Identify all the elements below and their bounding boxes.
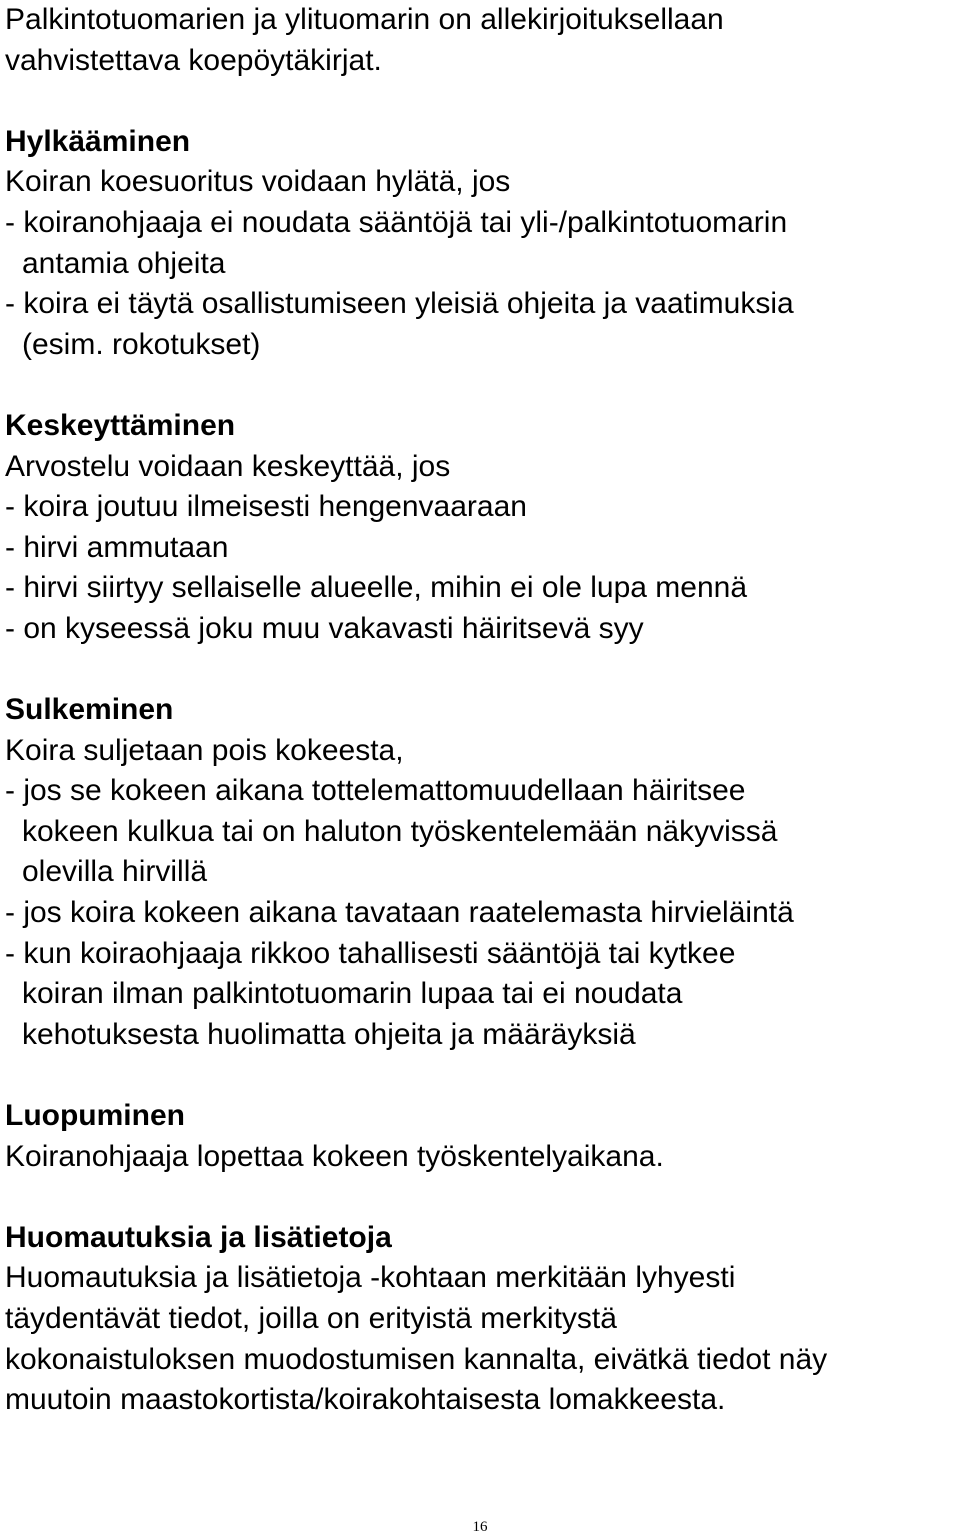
section-heading-luopuminen: Luopuminen [5,1099,185,1133]
sulkeminen-item-1-continued: olevilla hirvillä [22,855,208,889]
hylkaaminen-item-1-continued: antamia ohjeita [22,246,226,280]
section-gap [5,81,955,122]
sulkeminen-item-3: - kun koiraohjaaja rikkoo tahallisesti sääntöjä tai kytkee [5,936,736,970]
huomautuksia-line-4: muutoin maastokortista/koirakohtaisesta lomakkeesta. [5,1383,726,1417]
hylkaaminen-item-2-continued: (esim. rokotukset) [22,327,261,361]
hylkaaminen-item-1: - koiranohjaaja ei noudata sääntöjä tai yli-/palkintotuomarin [5,205,788,239]
hylkaaminen-intro: Koiran koesuoritus voidaan hylätä, jos [5,165,511,199]
section-heading-keskeyttaminen: Keskeyttäminen [5,408,236,442]
section-gap [5,650,955,691]
hylkaaminen-item-2: - koira ei täytä osallistumiseen yleisiä ohjeita ja vaatimuksia [5,287,794,321]
section-gap [5,365,955,406]
section-gap [5,1055,955,1096]
document-page [5,0,955,1421]
section-heading-huomautuksia: Huomautuksia ja lisätietoja [5,1220,392,1254]
sulkeminen-intro: Koira suljetaan pois kokeesta, [5,733,404,767]
page-number: 16 [472,1519,488,1535]
sulkeminen-item-3-continued: koiran ilman palkintotuomarin lupaa tai ei noudata [22,977,683,1011]
huomautuksia-line-3: kokonaistuloksen muodostumisen kannalta, eivätkä tiedot näy [5,1342,828,1376]
section-gap [5,1177,955,1218]
keskeyttaminen-item: - koira joutuu ilmeisesti hengenvaaraan [5,490,527,524]
section-heading-sulkeminen: Sulkeminen [5,693,174,727]
intro-line-1: Palkintotuomarien ja ylituomarin on allekirjoituksellaan [5,3,724,36]
sulkeminen-item-3-continued: kehotuksesta huolimatta ohjeita ja määräyksiä [22,1017,636,1051]
sulkeminen-item-1: - jos se kokeen aikana tottelemattomuudellaan häiritsee [5,774,746,808]
sulkeminen-item-2: - jos koira kokeen aikana tavataan raatelemasta hirvieläintä [5,896,794,930]
luopuminen-text: Koiranohjaaja lopettaa kokeen työskentelyaikana. [5,1139,664,1173]
huomautuksia-line-2: täydentävät tiedot, joilla on erityistä merkitystä [5,1302,617,1335]
keskeyttaminen-intro: Arvostelu voidaan keskeyttää, jos [5,449,451,483]
keskeyttaminen-item: - hirvi ammutaan [5,530,229,564]
intro-line-2: vahvistettava koepöytäkirjat. [5,43,382,77]
huomautuksia-line-1: Huomautuksia ja lisätietoja -kohtaan merkitään lyhyesti [5,1261,736,1295]
section-heading-hylkaaminen: Hylkääminen [5,124,191,158]
keskeyttaminen-item: - on kyseessä joku muu vakavasti häiritsevä syy [5,611,644,645]
sulkeminen-item-1-continued: kokeen kulkua tai on haluton työskentelemään näkyvissä [22,814,778,848]
keskeyttaminen-item: - hirvi siirtyy sellaiselle alueelle, mihin ei ole lupa mennä [5,571,748,605]
